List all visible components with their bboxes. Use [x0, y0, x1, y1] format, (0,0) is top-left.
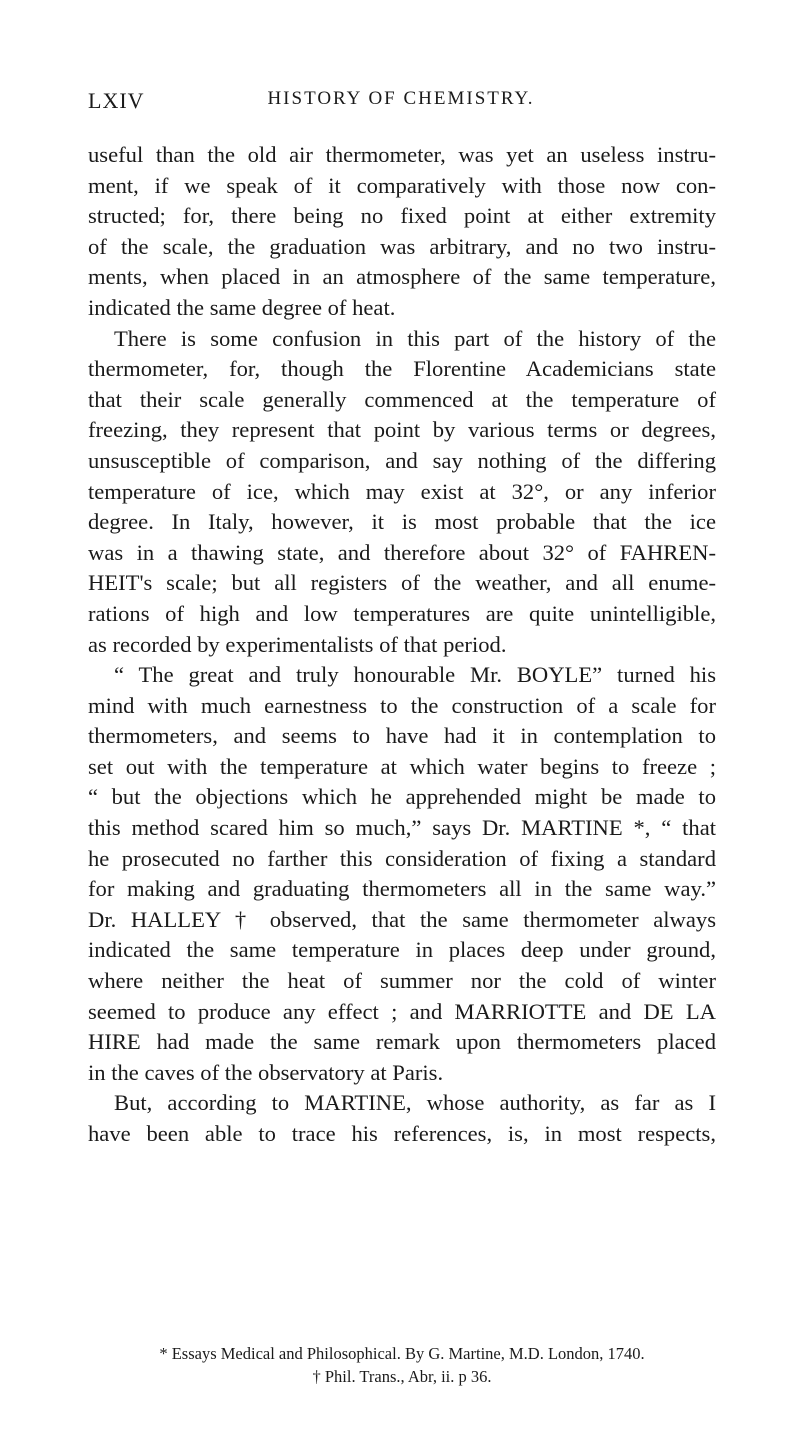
text-line: HEIT's scale; but all registers of the weather, and all enume-: [88, 570, 716, 596]
page-number: LXIV: [88, 88, 145, 113]
footnote: † Phil. Trans., Abr, ii. p 36.: [312, 1367, 492, 1386]
text-line: degree. In Italy, however, it is most probable that the ice: [88, 509, 716, 535]
text-line: unsusceptible of comparison, and say nothing of the differing: [88, 447, 716, 473]
text-line: for making and graduating thermometers all in the same way.”: [88, 876, 716, 902]
footnote: * Essays Medical and Philosophical. By G. Martine, M.D. London, 1740.: [159, 1344, 645, 1363]
text-line: thermometer, for, though the Florentine Academicians state: [88, 356, 716, 382]
text-line: have been able to trace his references, is, in most respects,: [88, 1121, 716, 1146]
text-line: seemed to produce any effect ; and MARRIOTTE and DE LA: [88, 998, 716, 1024]
text-line: There is some confusion in this part of the history of the: [114, 325, 716, 351]
text-line: ments, when placed in an atmosphere of the same temperature,: [88, 264, 716, 290]
text-line: thermometers, and seems to have had it in contemplation to: [88, 723, 716, 749]
text-line: “ The great and truly honourable Mr. BOYLE” turned his: [114, 662, 716, 688]
text-line: in the caves of the observatory at Paris.: [88, 1059, 444, 1085]
text-line: ment, if we speak of it comparatively with those now con-: [88, 172, 716, 198]
text-line: indicated the same temperature in places deep under ground,: [88, 937, 716, 963]
text-line: as recorded by experimentalists of that period.: [88, 631, 507, 657]
text-line: indicated the same degree of heat.: [88, 294, 396, 320]
text-line: Dr. HALLEY † observed, that the same thermometer always: [88, 906, 716, 932]
text-line: set out with the temperature at which water begins to freeze ;: [88, 753, 716, 779]
text-line: this method scared him so much,” says Dr. MARTINE *, “ that: [88, 815, 716, 841]
text-line: useful than the old air thermometer, was yet an useless instru-: [88, 142, 716, 167]
running-head: [88, 88, 714, 122]
text-line: HIRE had made the same remark upon thermometers placed: [88, 1029, 716, 1055]
text-line: was in a thawing state, and therefore about 32° of FAHREN-: [88, 539, 716, 565]
text-line: that their scale generally commenced at the temperature of: [88, 386, 716, 412]
text-line: he prosecuted no farther this consideration of fixing a standard: [88, 845, 716, 871]
text-line: structed; for, there being no fixed point at either extremity: [88, 203, 716, 229]
text-line: But, according to MARTINE, whose authority, as far as I: [114, 1090, 716, 1116]
footnotes: [88, 1342, 716, 1388]
text-line: “ but the objections which he apprehended might be made to: [88, 784, 716, 810]
body-text: [88, 140, 716, 1150]
running-title: HISTORY OF CHEMISTRY.: [267, 88, 535, 109]
text-line: mind with much earnestness to the construction of a scale for: [88, 692, 716, 718]
text-line: of the scale, the graduation was arbitrary, and no two instru-: [88, 233, 716, 259]
text-line: temperature of ice, which may exist at 32°, or any inferior: [88, 478, 716, 504]
text-line: where neither the heat of summer nor the cold of winter: [88, 968, 716, 994]
text-line: freezing, they represent that point by various terms or degrees,: [88, 417, 716, 443]
text-line: rations of high and low temperatures are quite unintelligible,: [88, 600, 716, 626]
